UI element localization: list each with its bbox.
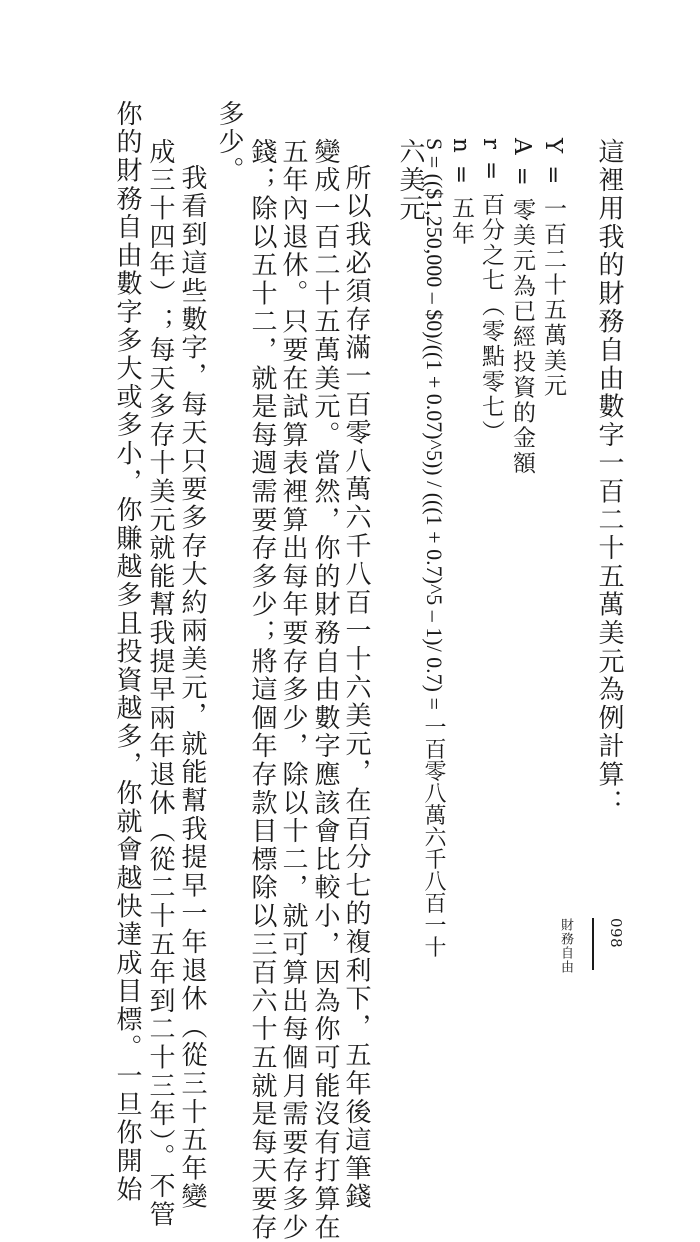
text-column-paragraph-3-line-2: 成三十四年）；每天多存十美元就能幫我提早兩年退休（從二十五年到二十三年）。不管 (145, 138, 175, 1229)
text-column-paragraph-2-line-5: 多少。 (214, 100, 244, 185)
formula-a-line: A = 零美元為已經投資的金額 (509, 138, 535, 477)
page-number: 098 (607, 918, 625, 949)
footer-divider (592, 918, 594, 970)
text-column-1: 這裡用我的財務自由數字一百二十五萬美元為例計算： (594, 138, 624, 818)
footer-book-title: 財務自由 (558, 918, 573, 974)
formula-y-line: Y = 一百二十五萬美元 (540, 138, 566, 399)
text-column-paragraph-2-line-1: 所以我必須存滿一百零八萬六千八百一十六美元，在百分七的複利下，五年後這筆錢 (341, 164, 371, 1212)
text-column-paragraph-2-line-2: 變成一百二十五萬美元。當然，你的財務自由數字應該會比較小，因為你可能沒有打算在 (310, 138, 340, 1242)
text-column-paragraph-2-line-4: 錢；除以五十二，就是每週需要存多少；將這個年存款目標除以三百六十五就是每天要存 (247, 138, 277, 1242)
formula-r-line: r = 百分之七（零點零七） (478, 138, 504, 446)
text-column-paragraph-3-line-3: 你的財務自由數字多大或多小，你賺越多且投資越多，你就會越快達成目標。一旦你開始 (112, 100, 142, 1204)
formula-n-line: n = 五年 (448, 138, 474, 247)
text-column-paragraph-3-line-1: 我看到這些數字，每天只要多存大約兩美元，就能幫我提早一年退休（從三十五年變 (177, 164, 207, 1212)
formula-s-line: S = (($1,250,000 – $0)/((1 + 0.07)^5)) / (((1 + 0.7)^5 – 1)/ 0.7) = 一百零八萬六千八百一十 (422, 138, 447, 958)
text-column-formula-continued: 六美元 (395, 138, 425, 223)
text-column-paragraph-2-line-3: 五年內退休。只要在試算表裡算出每年要存多少，除以十二，就可算出每個月需要存多少 (278, 138, 308, 1242)
